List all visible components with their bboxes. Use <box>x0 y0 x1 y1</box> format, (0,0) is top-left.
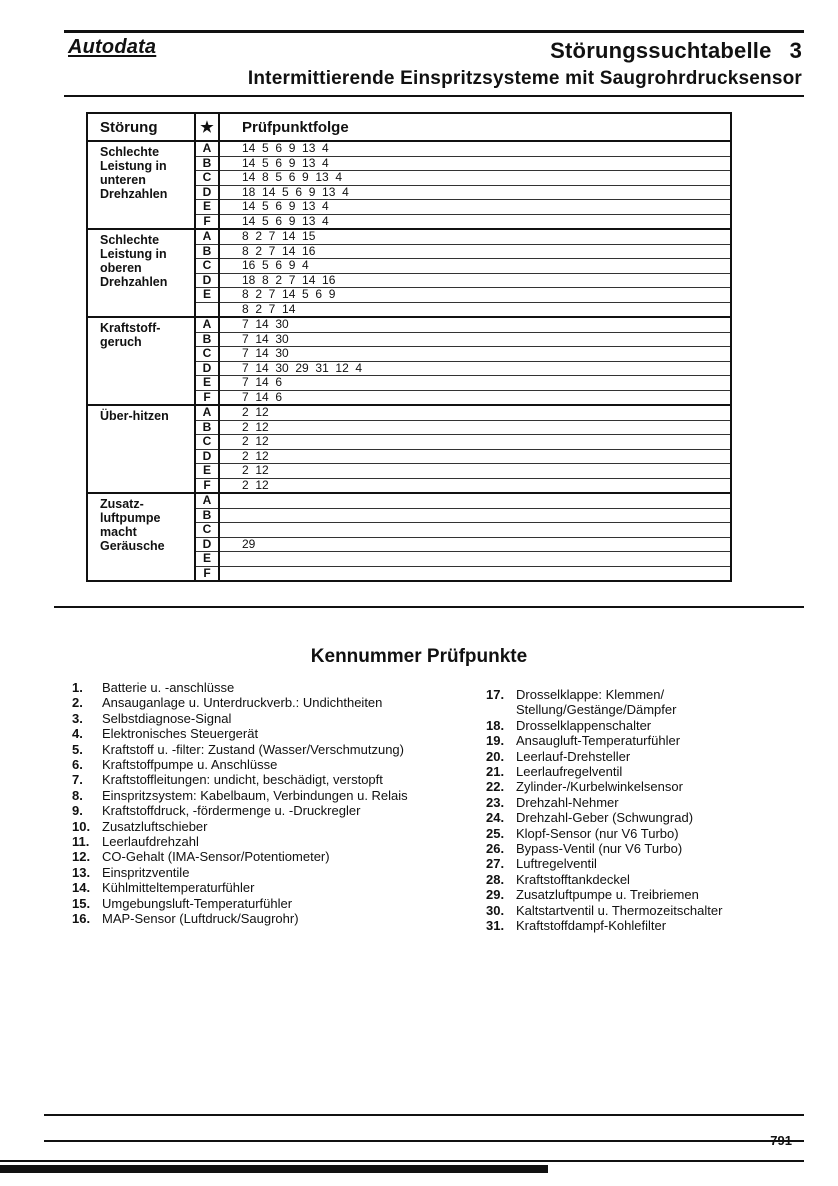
item-text: Kaltstartventil u. Thermozeitschalter <box>516 902 723 918</box>
col-header-pruefpunktfolge: Prüfpunktfolge <box>219 113 731 141</box>
variant-letter: A <box>195 141 219 156</box>
list-item <box>72 819 408 834</box>
list-item <box>72 757 408 772</box>
item-text: Drehzahl-Nehmer <box>516 794 619 810</box>
variant-letter: D <box>195 273 219 288</box>
list-item <box>72 772 408 787</box>
item-number: 7. <box>72 772 83 788</box>
list-item <box>72 865 408 880</box>
item-number: 31. <box>486 918 505 934</box>
item-text: Stellung/Gestänge/Dämpfer <box>516 702 677 718</box>
variant-letter: F <box>195 390 219 405</box>
variant-letter: C <box>195 347 219 362</box>
variant-letter: E <box>195 200 219 215</box>
item-number: 13. <box>72 864 91 880</box>
item-number: 29. <box>486 887 505 903</box>
item-number: 23. <box>486 794 505 810</box>
fault-table <box>86 112 732 582</box>
section-number: 3 <box>789 38 802 63</box>
list-item <box>72 849 408 864</box>
legend-right-column <box>486 687 722 934</box>
list-item <box>486 918 722 933</box>
list-item <box>486 856 722 871</box>
item-number: 5. <box>72 741 83 757</box>
table-row <box>87 493 731 508</box>
item-number: 20. <box>486 748 505 764</box>
item-number: 9. <box>72 803 83 819</box>
check-sequence: 8 2 7 14 5 6 9 <box>219 288 731 303</box>
check-sequence <box>219 493 731 508</box>
brand-logo: Autodata <box>68 36 157 58</box>
footer-rule-3 <box>0 1160 804 1162</box>
list-item <box>486 718 722 733</box>
list-item <box>486 733 722 748</box>
list-item <box>486 872 722 887</box>
item-text: Bypass-Ventil (nur V6 Turbo) <box>516 841 683 857</box>
item-number: 22. <box>486 779 505 795</box>
item-text: Elektronisches Steuergerät <box>102 726 259 742</box>
item-text: Kraftstoffleitungen: undicht, beschädigt, verstopft <box>102 772 383 788</box>
variant-letter: B <box>195 508 219 523</box>
item-number: 2. <box>72 695 83 711</box>
item-text: Zusatzluftpumpe u. Treibriemen <box>516 887 699 903</box>
item-number: 27. <box>486 856 505 872</box>
check-sequence <box>219 523 731 538</box>
variant-letter: E <box>195 464 219 479</box>
check-sequence: 8 2 7 14 16 <box>219 244 731 259</box>
variant-letter: F <box>195 566 219 581</box>
footer-rule-2 <box>44 1140 804 1142</box>
item-number: 15. <box>72 895 91 911</box>
list-item <box>486 841 722 856</box>
item-text: Leerlauf-Drehsteller <box>516 748 631 764</box>
item-text: Leerlaufregelventil <box>516 764 623 780</box>
list-item <box>72 726 408 741</box>
fault-group-label: Zusatz-luftpumpe macht Geräusche <box>87 493 195 581</box>
check-sequence: 16 5 6 9 4 <box>219 259 731 274</box>
item-number: 3. <box>72 710 83 726</box>
check-sequence: 2 12 <box>219 405 731 420</box>
list-item <box>486 779 722 794</box>
item-number: 18. <box>486 717 505 733</box>
list-item <box>72 911 408 926</box>
variant-letter: C <box>195 259 219 274</box>
item-text: Drehzahl-Geber (Schwungrad) <box>516 810 694 826</box>
list-item <box>72 742 408 757</box>
item-text: Klopf-Sensor (nur V6 Turbo) <box>516 825 679 841</box>
title-text: Störungssuchtabelle <box>550 38 772 63</box>
list-item <box>486 764 722 779</box>
fault-group-label: Kraftstoff-geruch <box>87 317 195 405</box>
variant-letter: D <box>195 537 219 552</box>
table-row <box>87 141 731 156</box>
check-sequence: 8 2 7 14 <box>219 302 731 317</box>
item-number: 12. <box>72 849 91 865</box>
variant-letter: D <box>195 449 219 464</box>
list-item <box>486 826 722 841</box>
check-sequence: 7 14 6 <box>219 376 731 391</box>
table-row <box>87 229 731 244</box>
list-item <box>486 795 722 810</box>
item-number: 16. <box>72 911 91 927</box>
item-number <box>486 702 516 717</box>
variant-letter: B <box>195 156 219 171</box>
variant-letter: F <box>195 214 219 229</box>
list-item <box>72 695 408 710</box>
item-text: Kraftstoffdruck, -fördermenge u. -Druckregler <box>102 803 361 819</box>
list-item <box>72 711 408 726</box>
list-item <box>486 903 722 918</box>
variant-letter: D <box>195 185 219 200</box>
list-item <box>486 810 722 825</box>
footer-bar <box>0 1165 548 1173</box>
check-sequence: 7 14 30 <box>219 332 731 347</box>
list-item <box>486 687 722 702</box>
variant-letter: E <box>195 288 219 303</box>
item-number: 19. <box>486 733 505 749</box>
variant-letter: B <box>195 332 219 347</box>
check-sequence <box>219 566 731 581</box>
check-sequence: 14 5 6 9 13 4 <box>219 200 731 215</box>
item-text: Leerlaufdrehzahl <box>102 834 199 850</box>
item-text: Kühlmitteltemperaturfühler <box>102 880 255 896</box>
item-text: Drosselklappenschalter <box>516 717 652 733</box>
table-header-row <box>87 113 731 141</box>
item-number: 21. <box>486 764 505 780</box>
item-number: 28. <box>486 871 505 887</box>
item-text: Luftregelventil <box>516 856 597 872</box>
fault-group-label: Schlechte Leistung in unteren Drehzahlen <box>87 141 195 229</box>
variant-letter: A <box>195 229 219 244</box>
variant-letter: C <box>195 171 219 186</box>
check-sequence: 14 5 6 9 13 4 <box>219 141 731 156</box>
fault-group-label: Über-hitzen <box>87 405 195 493</box>
item-text: Einspritzsystem: Kabelbaum, Verbindungen u. Relais <box>102 787 408 803</box>
item-number: 6. <box>72 757 83 773</box>
page-number: 791 <box>770 1133 792 1148</box>
list-item <box>72 896 408 911</box>
variant-letter: B <box>195 420 219 435</box>
variant-letter <box>195 302 219 317</box>
kennummer-title: Kennummer Prüfpunkte <box>310 646 528 667</box>
item-text: Zylinder-/Kurbelwinkelsensor <box>516 779 683 795</box>
list-item <box>72 680 408 695</box>
variant-letter: E <box>195 552 219 567</box>
list-item <box>72 803 408 818</box>
check-sequence: 2 12 <box>219 449 731 464</box>
col-header-star: ★ <box>195 113 219 141</box>
check-sequence: 7 14 30 29 31 12 4 <box>219 361 731 376</box>
list-item <box>486 702 722 717</box>
item-number: 30. <box>486 902 505 918</box>
variant-letter: A <box>195 493 219 508</box>
check-sequence: 14 8 5 6 9 13 4 <box>219 171 731 186</box>
variant-letter: E <box>195 376 219 391</box>
item-number: 1. <box>72 680 83 695</box>
item-text: Einspritzventile <box>102 864 190 880</box>
item-text: Ansaugluft-Temperaturfühler <box>516 733 681 749</box>
item-text: MAP-Sensor (Luftdruck/Saugrohr) <box>102 911 299 927</box>
item-number: 26. <box>486 841 505 857</box>
fault-table-body <box>87 141 731 581</box>
list-item <box>486 749 722 764</box>
check-sequence: 7 14 6 <box>219 390 731 405</box>
item-number: 14. <box>72 880 91 896</box>
col-header-stoerung: Störung <box>87 113 195 141</box>
item-number: 8. <box>72 787 83 803</box>
item-number: 24. <box>486 810 505 826</box>
item-text: Kraftstoffpumpe u. Anschlüsse <box>102 757 278 773</box>
check-sequence: 2 12 <box>219 478 731 493</box>
item-text: Ansauganlage u. Unterdruckverb.: Undichtheiten <box>102 695 383 711</box>
item-text: Batterie u. -anschlüsse <box>102 680 235 695</box>
item-text: Kraftstoff u. -filter: Zustand (Wasser/Verschmutzung) <box>102 741 404 757</box>
item-text: Zusatzluftschieber <box>102 818 208 834</box>
variant-letter: A <box>195 405 219 420</box>
check-sequence: 7 14 30 <box>219 347 731 362</box>
item-text: Umgebungsluft-Temperaturfühler <box>102 895 293 911</box>
table-row <box>87 317 731 332</box>
footer-rule-1 <box>44 1114 804 1116</box>
check-sequence: 14 5 6 9 13 4 <box>219 156 731 171</box>
check-sequence: 2 12 <box>219 420 731 435</box>
list-item <box>72 880 408 895</box>
item-text: Drosselklappe: Klemmen/ <box>516 687 665 702</box>
item-text: CO-Gehalt (IMA-Sensor/Potentiometer) <box>102 849 330 865</box>
check-sequence: 29 <box>219 537 731 552</box>
item-number: 17. <box>486 687 505 702</box>
variant-letter: D <box>195 361 219 376</box>
check-sequence: 14 5 6 9 13 4 <box>219 214 731 229</box>
item-text: Kraftstofftankdeckel <box>516 871 630 887</box>
item-text: Selbstdiagnose-Signal <box>102 710 232 726</box>
variant-letter: F <box>195 478 219 493</box>
top-rule <box>64 30 804 33</box>
check-sequence: 8 2 7 14 15 <box>219 229 731 244</box>
item-number: 25. <box>486 825 505 841</box>
list-item <box>486 887 722 902</box>
check-sequence <box>219 508 731 523</box>
page-subtitle: Intermittierende Einspritzsysteme mit Saugrohrdrucksensor <box>247 68 802 89</box>
variant-letter: B <box>195 244 219 259</box>
page-title <box>550 38 802 64</box>
item-number: 10. <box>72 818 91 834</box>
header-underline <box>64 95 804 97</box>
list-item <box>72 788 408 803</box>
list-item <box>72 834 408 849</box>
item-number: 4. <box>72 726 83 742</box>
variant-letter: C <box>195 523 219 538</box>
legend-left-column <box>72 680 408 927</box>
check-sequence: 7 14 30 <box>219 317 731 332</box>
item-number: 11. <box>72 834 90 850</box>
item-text: Kraftstoffdampf-Kohlefilter <box>516 918 667 934</box>
fault-group-label: Schlechte Leistung in oberen Drehzahlen <box>87 229 195 317</box>
table-row <box>87 405 731 420</box>
check-sequence: 18 14 5 6 9 13 4 <box>219 185 731 200</box>
check-sequence: 2 12 <box>219 435 731 450</box>
check-sequence <box>219 552 731 567</box>
variant-letter: A <box>195 317 219 332</box>
variant-letter: C <box>195 435 219 450</box>
table-section-rule <box>54 606 804 608</box>
check-sequence: 2 12 <box>219 464 731 479</box>
check-sequence: 18 8 2 7 14 16 <box>219 273 731 288</box>
